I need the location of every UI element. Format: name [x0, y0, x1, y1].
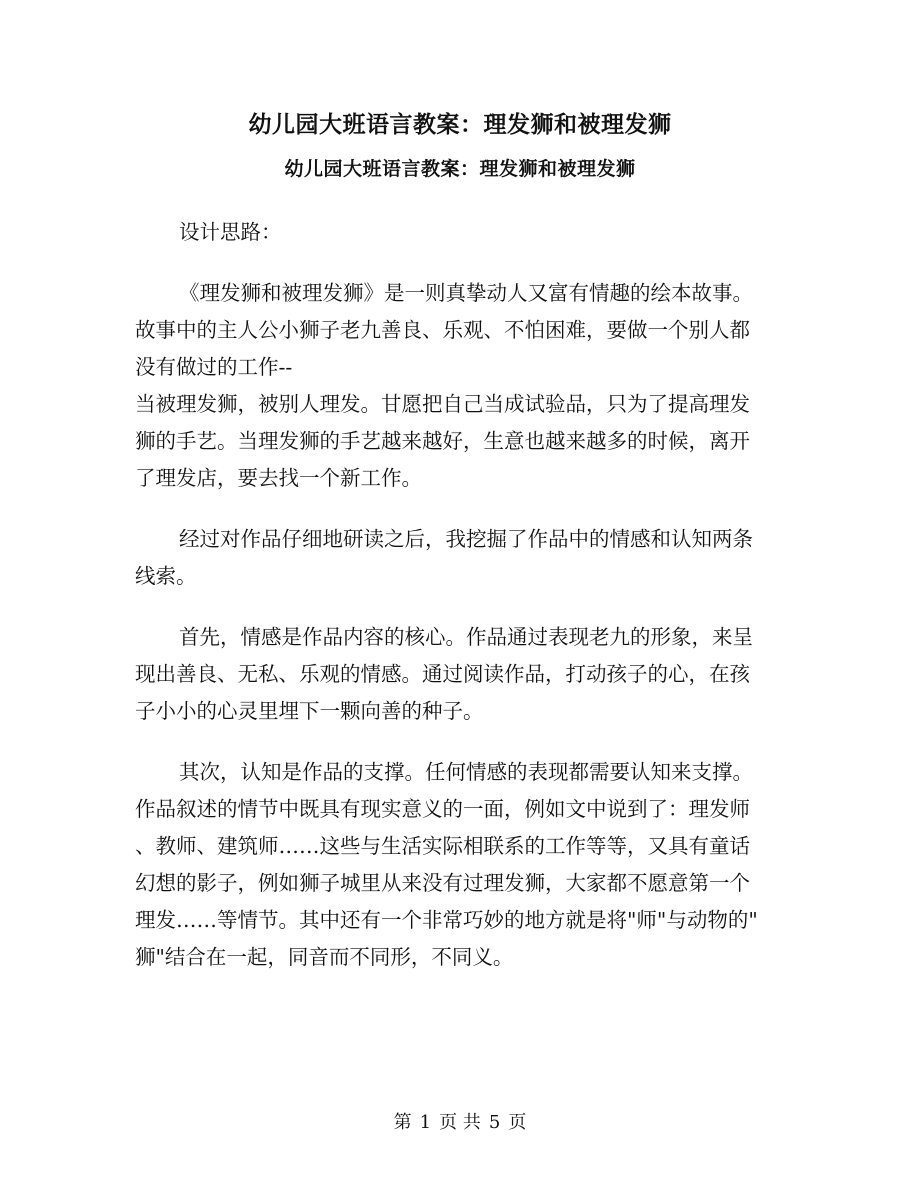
- document-subtitle: 幼儿园大班语言教案：理发狮和被理发狮: [284, 158, 636, 180]
- paragraph-line: 故事中的主人公小狮子老九善良、乐观、不怕困难，要做一个别人都: [135, 318, 750, 342]
- paragraph-line: 当被理发狮，被别人理发。甘愿把自己当成试验品，只为了提高理发: [135, 392, 750, 416]
- paragraph-design-idea: [135, 214, 785, 251]
- paragraph-line: 线索。: [135, 564, 197, 588]
- paragraph-story-summary: [135, 275, 785, 497]
- footer-middle: 页 共: [439, 1112, 481, 1133]
- document-title: 幼儿园大班语言教案：理发狮和被理发狮: [248, 111, 672, 138]
- paragraph-line: 没有做过的工作--: [135, 355, 293, 379]
- paragraph-line: 其次，认知是作品的支撑。任何情感的表现都需要认知来支撑。: [179, 760, 753, 784]
- paragraph-line: 作品叙述的情节中既具有现实意义的一面，例如文中说到了：理发师: [135, 797, 750, 821]
- paragraph-line: 、教师、建筑师……这些与生活实际相联系的工作等等，又具有童话: [135, 834, 750, 858]
- page-footer: [0, 1109, 920, 1137]
- current-page-number: 1: [419, 1112, 432, 1133]
- footer-prefix: 第: [393, 1112, 412, 1133]
- paragraph-line: 现出善良、无私、乐观的情感。通过阅读作品，打动孩子的心，在孩: [135, 662, 750, 686]
- paragraph-analysis: [135, 521, 785, 595]
- paragraph-line: 设计思路：: [179, 220, 282, 244]
- paragraph-line: 了理发店，要去找一个新工作。: [135, 466, 422, 490]
- footer-suffix: 页: [508, 1112, 527, 1133]
- total-pages-number: 5: [488, 1112, 501, 1133]
- paragraph-line: 首先，情感是作品内容的核心。作品通过表现老九的形象，来呈: [179, 625, 753, 649]
- paragraph-emotion: [135, 619, 785, 730]
- document-body: [135, 214, 785, 1000]
- paragraph-line: 狮的手艺。当理发狮的手艺越来越好，生意也越来越多的时候，离开: [135, 429, 750, 453]
- paragraph-line: 经过对作品仔细地研读之后，我挖掘了作品中的情感和认知两条: [179, 527, 753, 551]
- paragraph-cognition: [135, 754, 785, 976]
- paragraph-line: 幻想的影子，例如狮子城里从来没有过理发狮，大家都不愿意第一个: [135, 871, 750, 895]
- paragraph-line: 理发……等情节。其中还有一个非常巧妙的地方就是将"师"与动物的": [135, 908, 758, 932]
- paragraph-line: 子小小的心灵里埋下一颗向善的种子。: [135, 699, 484, 723]
- paragraph-line: 《理发狮和被理发狮》是一则真挚动人又富有情趣的绘本故事。: [179, 281, 753, 305]
- paragraph-line: 狮"结合在一起，同音而不同形，不同义。: [135, 945, 514, 969]
